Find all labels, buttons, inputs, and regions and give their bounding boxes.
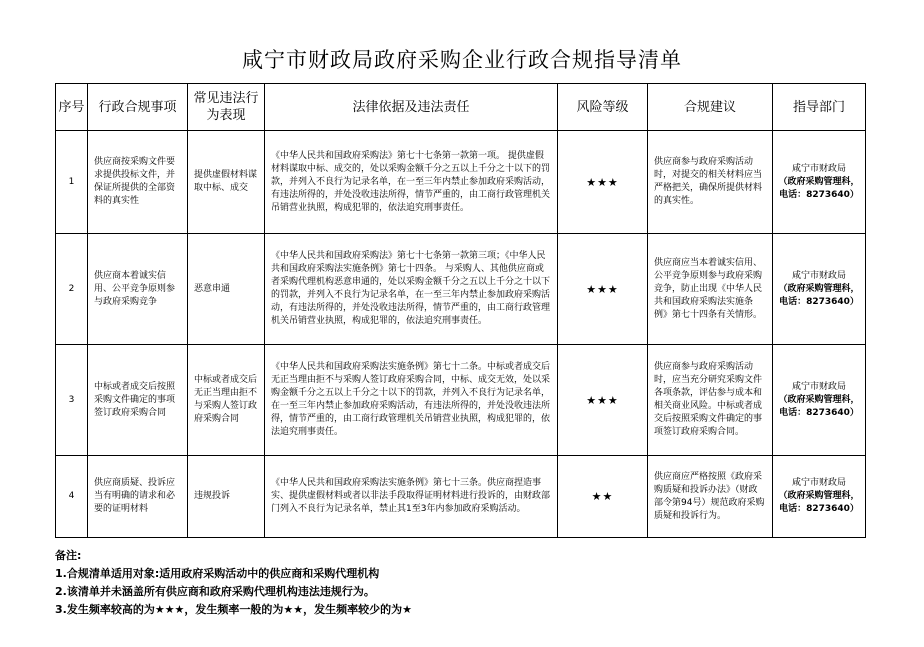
header-risk: 风险等级: [558, 84, 648, 131]
row-behavior: 违规投诉: [188, 456, 265, 538]
row-no: 1: [56, 131, 88, 234]
row-no: 3: [56, 345, 88, 456]
dept-name: 咸宁市财政局: [791, 381, 846, 392]
row-item: 供应商质疑、投诉应当有明确的请求和必要的证明材料: [88, 456, 188, 538]
header-advice: 合规建议: [648, 84, 773, 131]
header-law: 法律依据及违法责任: [265, 84, 558, 131]
dept-office: （政府采购管理科，: [778, 283, 860, 294]
header-no: 序号: [56, 84, 88, 131]
row-risk: ★★★: [558, 131, 648, 234]
dept-office: （政府采购管理科，: [778, 176, 860, 187]
dept-phone: 电话：8273640）: [779, 504, 859, 514]
dept-name: 咸宁市财政局: [791, 270, 846, 281]
row-dept: [773, 345, 866, 456]
row-risk: ★★★: [558, 234, 648, 345]
dept-phone: 电话：8273640）: [779, 407, 859, 418]
table-row: [56, 234, 866, 345]
header-behavior: 常见违法行为表现: [188, 84, 265, 131]
row-behavior: 中标或者成交后无正当理由拒不与采购人签订政府采购合同: [188, 345, 265, 456]
row-advice: 供应商参与政府采购活动时，应当充分研究采购文件各项条款，评估参与成本和相关商业风险。中标或者成交后按照采购文件确定的事项签订政府采购合同。: [648, 345, 773, 456]
note-item: 3.发生频率较高的为★★★，发生频率一般的为★★，发生频率较少的为★: [55, 603, 412, 616]
dept-name: 咸宁市财政局: [791, 478, 846, 488]
table-row: [56, 345, 866, 456]
header-dept: 指导部门: [773, 84, 866, 131]
row-advice: 供应商应当本着诚实信用、公平竞争原则参与政府采购竞争，防止出现《中华人民共和国政府采购法实施条例》第七十四条有关情形。: [648, 234, 773, 345]
row-risk: ★★: [558, 456, 648, 538]
row-law: 《中华人民共和国政府采购法》第七十七条第一款第三项；《中华人民共和国政府采购法实施条例》第七十四条。 与采购人、其他供应商或者采购代理机构恶意串通的，处以采购金额千分之五以上千分之十以下的罚款，并列入不良行为记录名单，在一至三年内禁止参加政府采购活动，有违法所得的，并处没收违法所得，情节严重的，由工商行政管理机关吊销营业执照，构成犯罪的，依法追究刑事责任。: [265, 234, 558, 345]
page-title: 咸宁市财政局政府采购企业行政合规指导清单: [242, 48, 682, 72]
row-item: 中标或者成交后按照采购文件确定的事项签订政府采购合同: [88, 345, 188, 456]
row-law: 《中华人民共和国政府采购法实施条例》第七十二条。中标或者成交后无正当理由拒不与采购人签订政府采购合同，中标、成交无效，处以采购金额千分之五以上千分之十以下的罚款，并列入不良行为记录名单，在一至三年内禁止参加政府采购活动，有违法所得的，并处没收违法所得，情节严重的，由工商行政管理机关吊销营业执照，构成犯罪的，依法追究刑事责任。: [265, 345, 558, 456]
table-header-row: [56, 84, 866, 131]
row-advice: 供应商应严格按照《政府采购质疑和投诉办法》（财政部令第94号）规范政府采购质疑和投诉行为。: [648, 456, 773, 538]
row-law: 《中华人民共和国政府采购法实施条例》第七十三条。供应商捏造事实、提供虚假材料或者以非法手段取得证明材料进行投诉的，由财政部门列入不良行为记录名单，禁止其1至3年内参加政府采购活动。: [265, 456, 558, 538]
row-advice: 供应商参与政府采购活动时，对提交的相关材料应当严格把关，确保所提供材料的真实性。: [648, 131, 773, 234]
header-item: 行政合规事项: [88, 84, 188, 131]
row-no: 4: [56, 456, 88, 538]
row-dept: [773, 234, 866, 345]
notes-label: 备注:: [55, 549, 82, 562]
row-risk: ★★★: [558, 345, 648, 456]
dept-phone: 电话：8273640）: [779, 189, 859, 200]
row-no: 2: [56, 234, 88, 345]
row-item: 供应商本着诚实信用、公平竞争原则参与政府采购竞争: [88, 234, 188, 345]
row-item: 供应商按采购文件要求提供投标文件，并保证所提供的全部资料的真实性: [88, 131, 188, 234]
row-behavior: 恶意串通: [188, 234, 265, 345]
notes-section: [55, 547, 412, 619]
row-dept: [773, 131, 866, 234]
row-law: 《中华人民共和国政府采购法》第七十七条第一款第一项。 提供虚假材料谋取中标、成交的，处以采购金额千分之五以上千分之十以下的罚款，并列入不良行为记录名单，在一至三年内禁止参加政府采购活动，有违法所得的，并处没收违法所得，情节严重的，由工商行政管理机关吊销营业执照，构成犯罪的，依法追究刑事责任。: [265, 131, 558, 234]
dept-phone: 电话：8273640）: [779, 296, 859, 307]
dept-office: （政府采购管理科，: [778, 491, 860, 501]
dept-name: 咸宁市财政局: [791, 163, 846, 174]
dept-office: （政府采购管理科，: [778, 394, 860, 405]
note-item: 2.该清单并未涵盖所有供应商和政府采购代理机构违法违规行为。: [55, 585, 375, 598]
table-row: [56, 131, 866, 234]
note-item: 1.合规清单适用对象:适用政府采购活动中的供应商和采购代理机构: [55, 567, 380, 580]
table-row: [56, 456, 866, 538]
row-dept: [773, 456, 866, 538]
compliance-table: [55, 83, 866, 538]
row-behavior: 提供虚假材料谋取中标、成交: [188, 131, 265, 234]
